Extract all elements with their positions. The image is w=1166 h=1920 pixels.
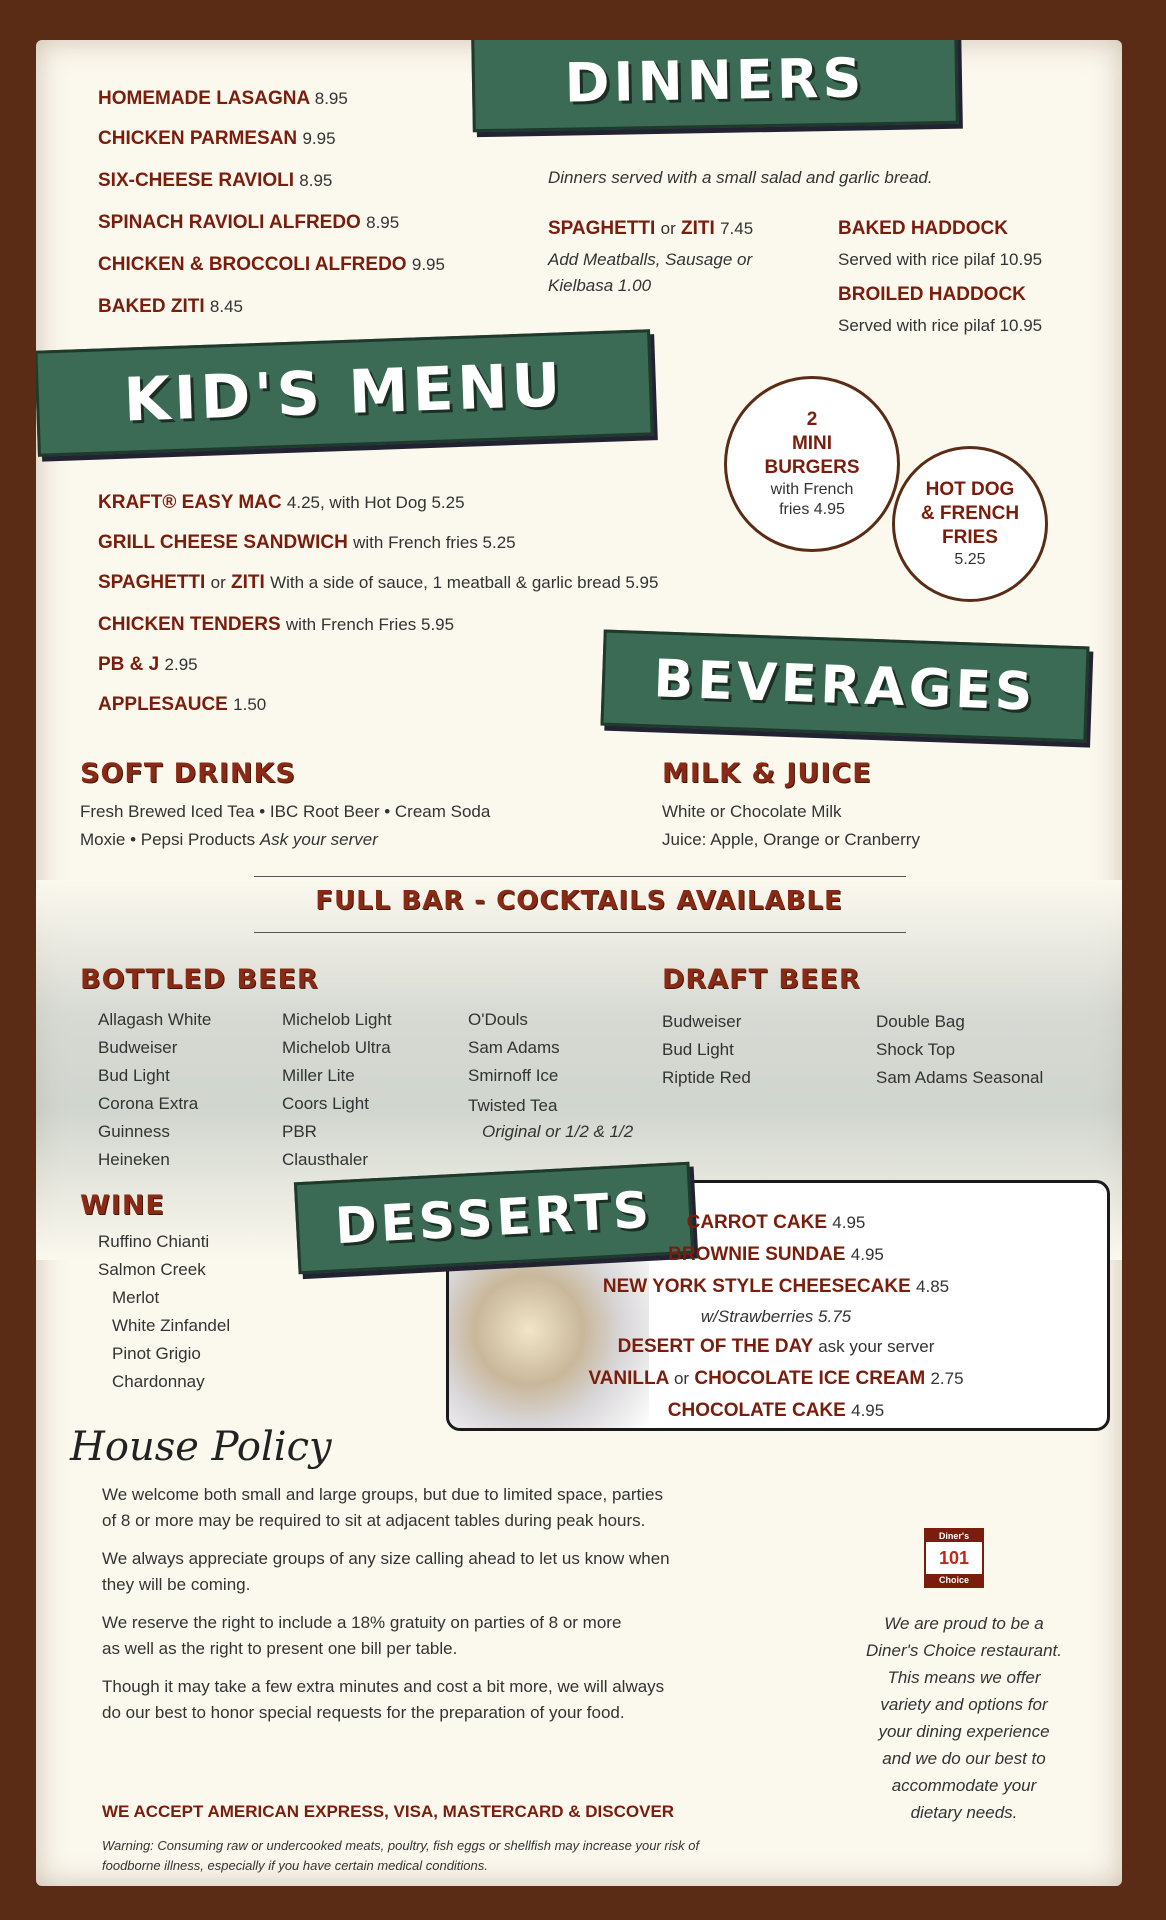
badge-line: HOT DOG — [925, 479, 1015, 500]
badge-line: fries 4.95 — [779, 501, 845, 518]
beer-item: Sam Adams Seasonal — [876, 1068, 1044, 1087]
beer-item: Heineken — [98, 1150, 170, 1169]
policy-line: We always appreciate groups of any size calling ahead to let us know when — [102, 1549, 670, 1568]
dessert-item: DESERT OF THE DAY ask your server — [617, 1336, 935, 1357]
policy-line: Though it may take a few extra minutes and cost a bit more, we will always — [102, 1677, 665, 1696]
spaghetti-addons: Add Meatballs, Sausage or — [548, 250, 753, 269]
dinners-banner: DINNERS — [471, 40, 959, 132]
desserts-banner: DESSERTS — [294, 1162, 694, 1275]
badge-line: 2 — [806, 409, 818, 430]
mini-burgers-badge — [724, 376, 900, 552]
kids-item: SPAGHETTI or ZITI With a side of sauce, 1 meatball & garlic bread 5.95 — [98, 572, 659, 593]
dessert-item: VANILLA or CHOCOLATE ICE CREAM 2.75 — [588, 1368, 964, 1389]
beer-item: Twisted Tea — [468, 1096, 558, 1115]
beer-item: Double Bag — [876, 1012, 965, 1031]
kids-item: APPLESAUCE 1.50 — [98, 694, 267, 715]
dessert-item: CHOCOLATE CAKE 4.95 — [667, 1400, 885, 1421]
policy-line: as well as the right to present one bill per table. — [102, 1639, 458, 1658]
beer-item: Corona Extra — [98, 1094, 199, 1113]
badge-line: & FRENCH — [920, 503, 1020, 524]
badge-line: BURGERS — [764, 457, 860, 478]
full-bar-heading: FULL BAR - COCKTAILS AVAILABLE — [315, 886, 843, 916]
dinner-broiled-haddock: BROILED HADDOCK — [838, 284, 1026, 305]
divider — [254, 876, 906, 877]
policy-line: We welcome both small and large groups, but due to limited space, parties — [102, 1485, 663, 1504]
kids-menu-banner: KID'S MENU — [36, 329, 654, 456]
policy-line: they will be coming. — [102, 1575, 251, 1594]
dinner-item: HOMEMADE LASAGNA 8.95 — [98, 88, 348, 109]
milk-line: White or Chocolate Milk — [662, 802, 842, 821]
beer-item: Bud Light — [662, 1040, 734, 1059]
policy-paragraphs — [102, 1482, 822, 1726]
dinners-note: Dinners served with a small salad and garlic bread. — [548, 168, 933, 187]
beer-item: Miller Lite — [282, 1066, 355, 1085]
beer-item: Shock Top — [876, 1040, 956, 1059]
policy-line: We reserve the right to include a 18% gratuity on parties of 8 or more — [102, 1613, 622, 1632]
dessert-item-note: w/Strawberries 5.75 — [700, 1307, 852, 1326]
dinner-item: BAKED ZITI 8.45 — [98, 296, 243, 317]
wine-item: Merlot — [112, 1288, 160, 1307]
badge-line: 5.25 — [954, 551, 986, 568]
beer-item: Clausthaler — [282, 1150, 368, 1169]
badge-line: with French — [770, 481, 854, 498]
warning-line-2: foodborne illness, especially if you have certain medical conditions. — [102, 1858, 488, 1873]
dessert-item: BROWNIE SUNDAE 4.95 — [668, 1244, 884, 1265]
dinner-item: SIX-CHEESE RAVIOLI 8.95 — [98, 170, 333, 191]
dinner-baked-haddock: BAKED HADDOCK — [838, 218, 1008, 239]
diners-choice-logo: Diner's 101 Choice — [924, 1528, 984, 1588]
beer-item: Budweiser — [662, 1012, 742, 1031]
hot-dog-badge — [892, 446, 1048, 602]
soft-drinks-heading: SOFT DRINKS — [80, 758, 296, 789]
beer-item: Coors Light — [282, 1094, 369, 1113]
beer-item: Michelob Ultra — [282, 1038, 391, 1057]
draft-beer-heading: DRAFT BEER — [662, 964, 861, 995]
beer-item: Michelob Light — [282, 1010, 392, 1029]
baked-haddock-desc: Served with rice pilaf 10.95 — [838, 250, 1043, 269]
beer-item: Budweiser — [98, 1038, 178, 1057]
dinner-item: SPINACH RAVIOLI ALFREDO 8.95 — [98, 212, 400, 233]
wine-item: Pinot Grigio — [112, 1344, 201, 1363]
beer-item: O'Douls — [468, 1010, 528, 1029]
beer-item: Smirnoff Ice — [468, 1066, 559, 1085]
soft-drinks-line-2: Moxie • Pepsi Products Ask your server — [80, 830, 378, 849]
bottled-beer-heading: BOTTLED BEER — [80, 964, 319, 995]
policy-line: do our best to honor special requests for the preparation of your food. — [102, 1703, 625, 1722]
badge-line: MINI — [791, 433, 833, 454]
warning-line-1: Warning: Consuming raw or undercooked meats, poultry, fish eggs or shellfish may increase your risk of — [102, 1838, 700, 1853]
accepted-cards: WE ACCEPT AMERICAN EXPRESS, VISA, MASTERCARD & DISCOVER — [102, 1802, 675, 1821]
beer-item: Sam Adams — [468, 1038, 560, 1057]
broiled-haddock-desc: Served with rice pilaf 10.95 — [838, 316, 1043, 335]
milk-juice-heading: MILK & JUICE — [662, 758, 872, 789]
dessert-item: CARROT CAKE 4.95 — [686, 1212, 866, 1233]
spaghetti-addons-2: Kielbasa 1.00 — [548, 276, 652, 295]
soft-drinks-line-1: Fresh Brewed Iced Tea • IBC Root Beer • Cream Soda — [80, 802, 491, 821]
wine-item: Salmon Creek — [98, 1260, 206, 1279]
dinner-item: CHICKEN & BROCCOLI ALFREDO 9.95 — [98, 254, 445, 275]
kids-item: GRILL CHEESE SANDWICH with French fries 5.25 — [98, 532, 516, 553]
kids-item: KRAFT® EASY MAC 4.25, with Hot Dog 5.25 — [98, 492, 465, 513]
divider — [254, 932, 906, 933]
badge-line: FRIES — [942, 527, 998, 548]
wine-heading: WINE — [80, 1190, 165, 1221]
kids-item: CHICKEN TENDERS with French Fries 5.95 — [98, 614, 455, 635]
menu-page — [36, 40, 1122, 1886]
dinner-item: CHICKEN PARMESAN 9.95 — [98, 128, 336, 149]
twisted-tea-note: Original or 1/2 & 1/2 — [482, 1122, 634, 1141]
beer-item: Guinness — [98, 1122, 170, 1141]
beer-item: PBR — [282, 1122, 317, 1141]
dinner-spaghetti: SPAGHETTI or ZITI 7.45 — [548, 218, 754, 239]
beer-item: Riptide Red — [662, 1068, 751, 1087]
beer-item: Allagash White — [98, 1010, 212, 1029]
kids-item: PB & J 2.95 — [98, 654, 198, 675]
wine-item: Chardonnay — [112, 1372, 205, 1391]
house-policy-title: House Policy — [70, 1424, 332, 1470]
juice-line: Juice: Apple, Orange or Cranberry — [662, 830, 920, 849]
wine-item: Ruffino Chianti — [98, 1232, 210, 1251]
diners-choice-statement: We are proud to be a Diner's Choice restaurant. This means we offer variety and options for your dining experience and we do our best to accommodate your dietary needs. — [866, 1614, 1062, 1822]
dessert-item: NEW YORK STYLE CHEESECAKE 4.85 — [602, 1276, 950, 1297]
policy-line: of 8 or more may be required to sit at adjacent tables during peak hours. — [102, 1511, 646, 1530]
wine-item: White Zinfandel — [112, 1316, 231, 1335]
beer-item: Bud Light — [98, 1066, 170, 1085]
beverages-banner: BEVERAGES — [600, 630, 1089, 743]
